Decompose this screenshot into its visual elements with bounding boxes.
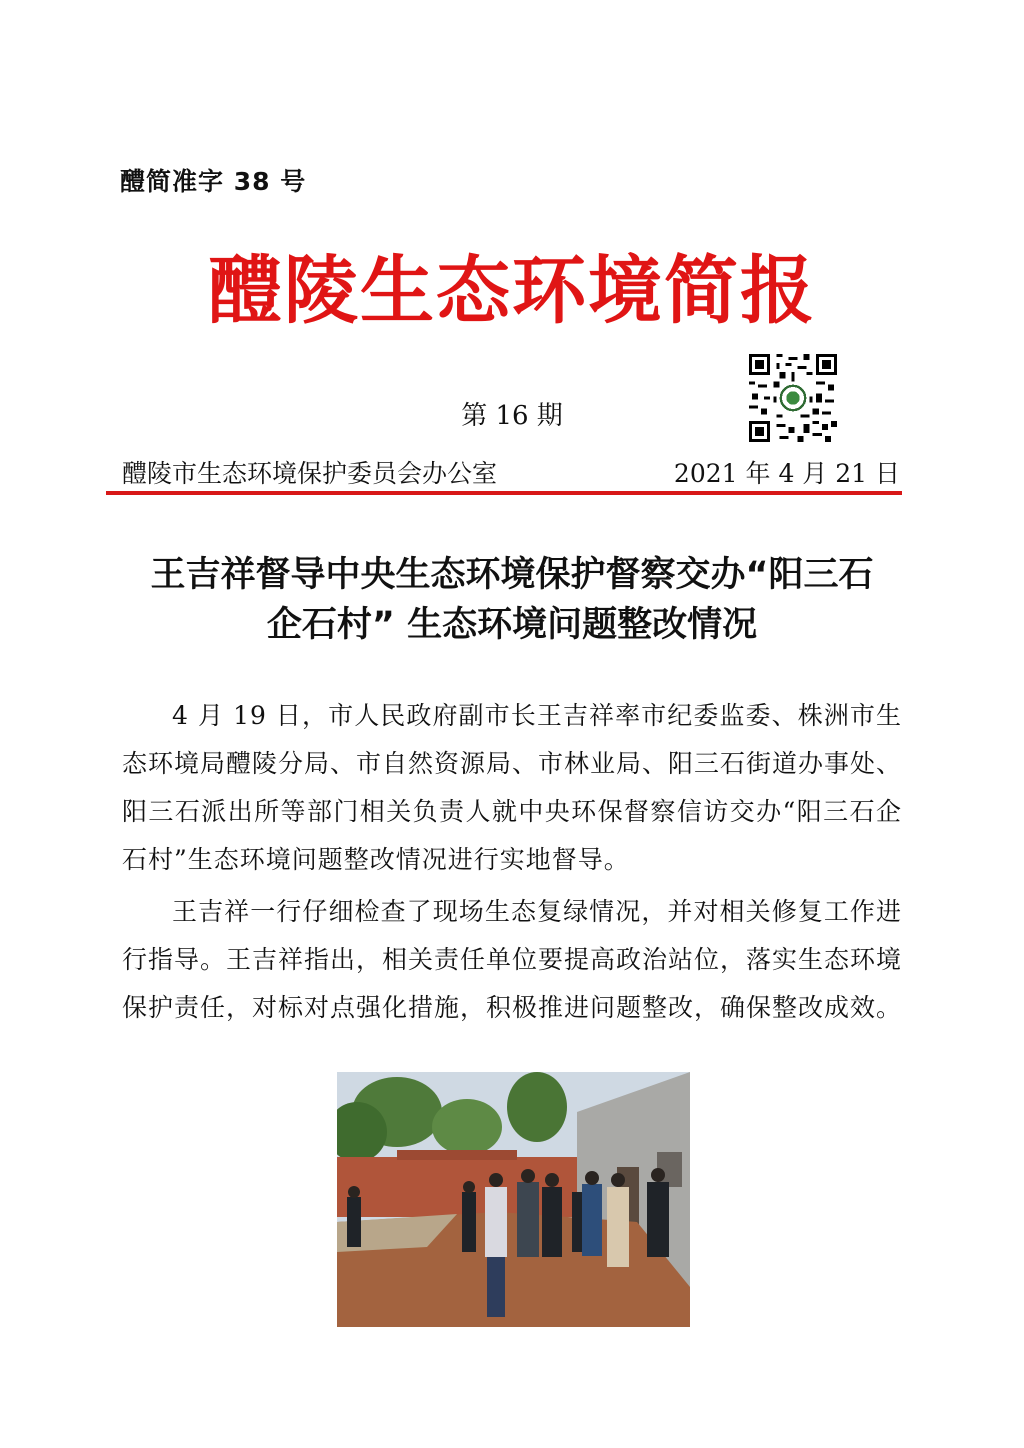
headline-line-1: 王吉祥督导中央生态环境保护督察交办“阳三石 xyxy=(150,555,874,595)
issue-number: 第 16 期 xyxy=(461,401,563,431)
qr-code xyxy=(749,354,837,442)
article-headline xyxy=(100,550,924,650)
paragraph: 4 月 19 日，市人民政府副市长王吉祥率市纪委监委、株洲市生态环境局醴陵分局、市自然资源局、市林业局、阳三石街道办事处、阳三石派出所等部门相关负责人就中央环保督察信访交办“阳三石企石村”生态环境问题整改情况进行实地督导。 xyxy=(122,701,903,874)
site-inspection-photo xyxy=(337,1072,690,1327)
red-divider xyxy=(106,491,902,495)
issuer-line xyxy=(122,454,900,490)
permit-number: 醴简准字 38 号 xyxy=(120,167,307,196)
article-body xyxy=(122,692,902,1032)
issuer-name: 醴陵市生态环境保护委员会办公室 xyxy=(122,459,498,488)
paragraph: 王吉祥一行仔细检查了现场生态复绿情况，并对相关修复工作进行指导。王吉祥指出，相关责任单位要提高政治站位，落实生态环境保护责任，对标对点强化措施，积极推进问题整改，确保整改成效。 xyxy=(122,897,903,1022)
headline-line-2: 企石村” 生态环境问题整改情况 xyxy=(266,605,758,645)
issue-date: 2021 年 4 月 21 日 xyxy=(673,459,900,488)
masthead-title: 醴陵生态环境简报 xyxy=(208,248,816,334)
